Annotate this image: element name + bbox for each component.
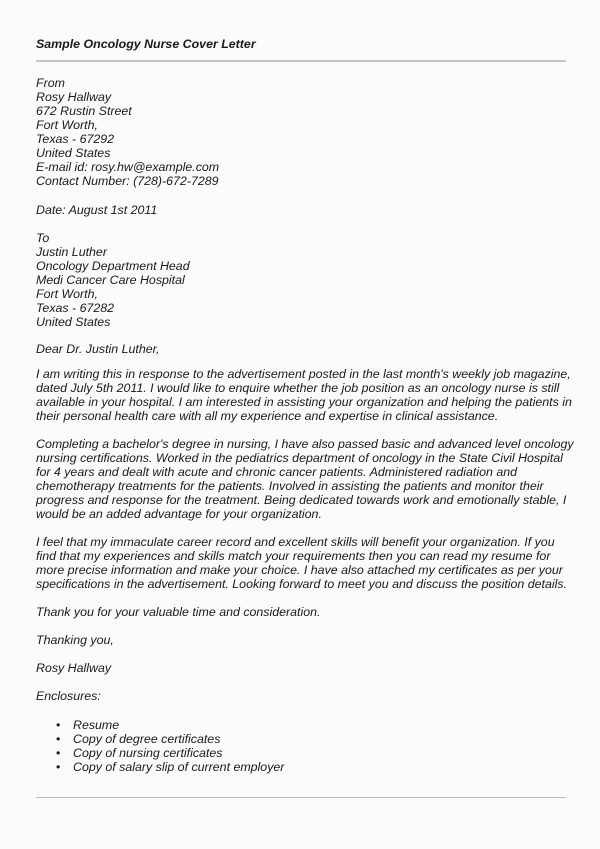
enclosures-label: Enclosures: bbox=[36, 689, 101, 703]
enclosure-text: Copy of degree certificates bbox=[73, 732, 221, 746]
recipient-line: Oncology Department Head bbox=[36, 259, 190, 273]
paragraph-line: find that my experiences and skills match your requirements then you can read my resume for bbox=[36, 549, 551, 563]
sender-line: Rosy Hallway bbox=[36, 90, 112, 104]
recipient-line: Fort Worth, bbox=[36, 287, 98, 301]
recipient-line: Medi Cancer Care Hospital bbox=[36, 273, 185, 287]
paragraph-line: I feel that my immaculate career record and excellent skills will benefit your organization. If you bbox=[36, 535, 555, 549]
sender-line: Texas - 67292 bbox=[36, 132, 115, 146]
bullet-icon: • bbox=[56, 732, 61, 746]
recipient-line: United States bbox=[36, 315, 111, 329]
sender-line: From bbox=[36, 76, 65, 90]
paragraph-line: dated July 5th 2011. I would like to enquire whether the job position as an oncology nurse is still bbox=[36, 381, 560, 395]
recipient-line: To bbox=[36, 231, 50, 245]
sender-line: 672 Rustin Street bbox=[36, 104, 132, 118]
enclosures-list bbox=[36, 718, 284, 774]
paragraph-line: I am writing this in response to the advertisement posted in the last month's weekly job magazine, bbox=[36, 367, 571, 381]
body-paragraph-1 bbox=[36, 367, 572, 423]
body-paragraph-3 bbox=[36, 535, 567, 591]
document-title: Sample Oncology Nurse Cover Letter bbox=[36, 37, 256, 51]
list-item bbox=[36, 732, 284, 746]
paragraph-line: specifications in the advertisement. Looking forward to meet you and discuss the position details. bbox=[36, 577, 568, 591]
paragraph-line: available in your hospital. I am interested in assisting your organization and helping the patients in bbox=[36, 395, 572, 409]
bullet-icon: • bbox=[56, 760, 61, 774]
recipient-address bbox=[36, 231, 190, 329]
enclosure-text: Copy of nursing certificates bbox=[73, 746, 223, 760]
paragraph-line: more precise information and make your choice. I have also attached my certificates as per your bbox=[36, 563, 563, 577]
sender-line: E-mail id: rosy.hw@example.com bbox=[36, 160, 220, 174]
enclosure-text: Resume bbox=[73, 718, 120, 732]
salutation: Dear Dr. Justin Luther, bbox=[36, 342, 160, 356]
signature: Rosy Hallway bbox=[36, 661, 112, 675]
bullet-icon: • bbox=[56, 746, 61, 760]
recipient-line: Texas - 67282 bbox=[36, 301, 115, 315]
paragraph-line: their personal health care with all my experience and expertise in clinical assistance. bbox=[36, 409, 499, 423]
list-item bbox=[36, 760, 284, 774]
list-item bbox=[36, 718, 284, 732]
paragraph-line: Completing a bachelor's degree in nursing, I have also passed basic and advanced level oncology bbox=[36, 437, 574, 451]
sender-line: United States bbox=[36, 146, 111, 160]
body-paragraph-2 bbox=[36, 437, 574, 521]
recipient-line: Justin Luther bbox=[36, 245, 107, 259]
sender-line: Fort Worth, bbox=[36, 118, 98, 132]
thanks-line: Thank you for your valuable time and consideration. bbox=[36, 605, 321, 619]
list-item bbox=[36, 746, 284, 760]
enclosure-text: Copy of salary slip of current employer bbox=[73, 760, 285, 774]
closing: Thanking you, bbox=[36, 633, 114, 647]
paragraph-line: chemotherapy treatments for the patients. Involved in assisting the patients and monitor their bbox=[36, 479, 544, 493]
paragraph-line: would be an added advantage for your organization. bbox=[36, 507, 322, 521]
sender-address bbox=[36, 76, 219, 188]
footer-divider bbox=[36, 797, 566, 798]
paragraph-line: nursing certifications. Worked in the pediatrics department of oncology in the State Civil Hospital bbox=[36, 451, 563, 465]
bullet-icon: • bbox=[56, 718, 61, 732]
paragraph-line: progress and response for the treatment. Being dedicated towards work and emotionally stable, I bbox=[36, 493, 567, 507]
paragraph-line: for 4 years and dealt with acute and chronic cancer patients. Administered radiation and bbox=[36, 465, 517, 479]
header-divider bbox=[36, 60, 566, 62]
sender-line: Contact Number: (728)-672-7289 bbox=[36, 174, 219, 188]
letter-date: Date: August 1st 2011 bbox=[36, 203, 158, 217]
